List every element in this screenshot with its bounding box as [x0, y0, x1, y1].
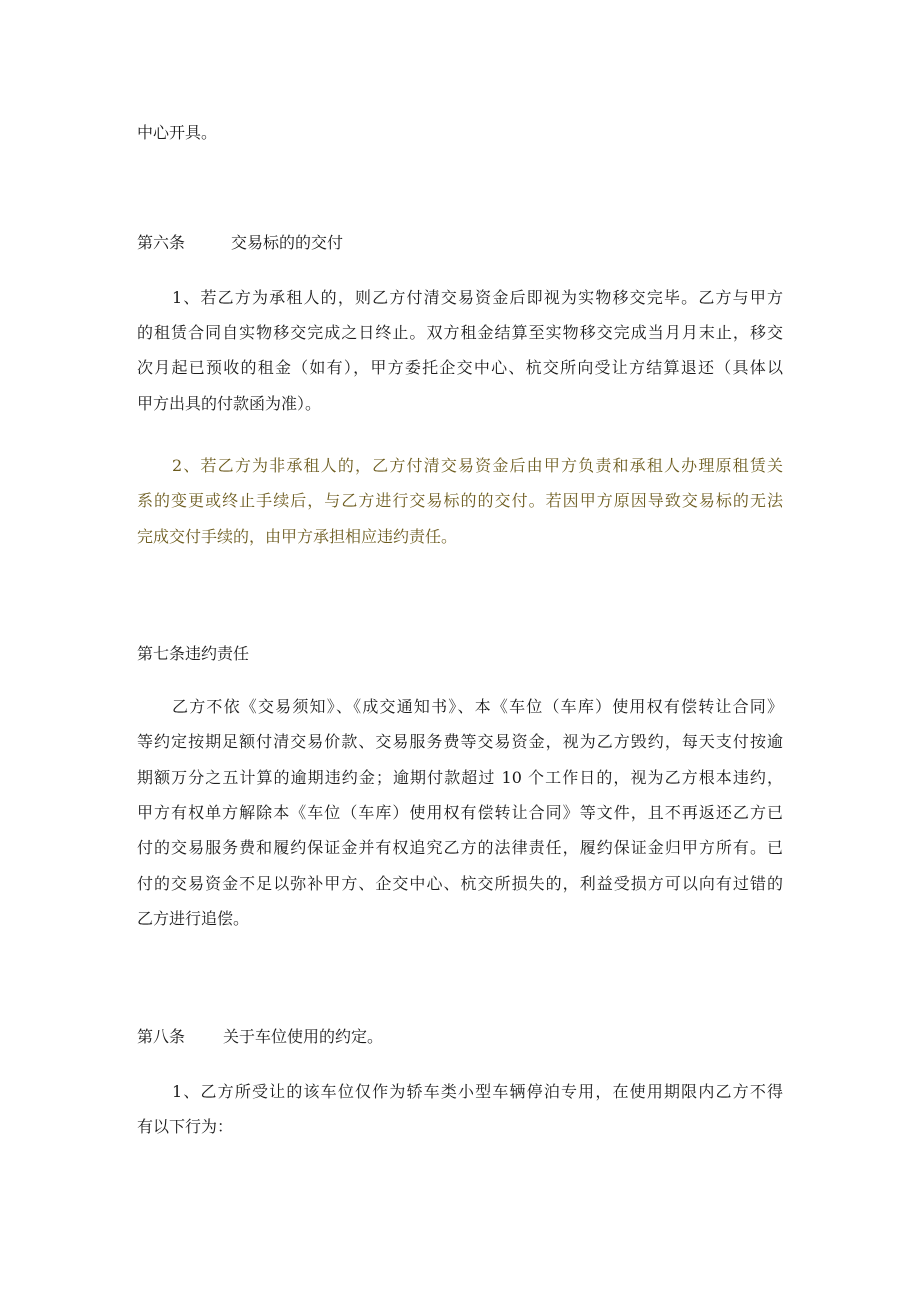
paragraph-line: 系的变更或终止手续后，与乙方进行交易标的的交付。若因甲方原因导致交易标的无法: [137, 491, 783, 510]
paragraph-line: 乙方不依《交易须知》、《成交通知书》、本《车位（车库）使用权有偿转让合同》: [172, 697, 783, 716]
article-6-number: 第六条: [137, 233, 186, 252]
article-8-number: 第八条: [137, 1027, 186, 1046]
paragraph-line: 有以下行为：: [137, 1117, 234, 1136]
paragraph-line: 2、若乙方为非承租人的，乙方付清交易资金后由甲方负责和承租人办理原租赁关: [172, 456, 783, 475]
paragraph-line: 付的交易服务费和履约保证金并有权追究乙方的法律责任，履约保证金归甲方所有。已: [137, 838, 783, 857]
paragraph-line: 1、若乙方为承租人的，则乙方付清交易资金后即视为实物移交完毕。乙方与甲方: [172, 288, 783, 307]
article-6-heading: [137, 233, 343, 253]
article-7-heading: 第七条违约责任: [137, 644, 250, 663]
paragraph-line: 等约定按期足额付清交易价款、交易服务费等交易资金，视为乙方毁约，每天支付按逾: [137, 732, 783, 751]
paragraph-line: 完成交付手续的，由甲方承担相应违约责任。: [137, 527, 458, 546]
paragraph-line: 中心开具。: [137, 123, 218, 142]
paragraph-line: 1、乙方所受让的该车位仅作为轿车类小型车辆停泊专用，在使用期限内乙方不得: [172, 1082, 783, 1101]
paragraph-line: 次月起已预收的租金（如有），甲方委托企交中心、杭交所向受让方结算退还（具体以: [137, 358, 783, 377]
article-6-title: 交易标的的交付: [231, 233, 344, 252]
paragraph-line: 乙方进行追偿。: [137, 909, 250, 928]
article-8-heading: [137, 1027, 383, 1047]
paragraph-line: 付的交易资金不足以弥补甲方、企交中心、杭交所损失的，利益受损方可以向有过错的: [137, 874, 783, 893]
paragraph-line: 甲方有权单方解除本《车位（车库）使用权有偿转让合同》等文件，且不再返还乙方已: [137, 803, 783, 822]
paragraph-line: 期额万分之五计算的逾期违约金；逾期付款超过 10 个工作日的，视为乙方根本违约，: [137, 768, 783, 787]
paragraph-line: 的租赁合同自实物移交完成之日终止。双方租金结算至实物移交完成当月月末止，移交: [137, 323, 783, 342]
paragraph-line: 甲方出具的付款函为准）。: [137, 394, 322, 413]
article-8-title: 关于车位使用的约定。: [223, 1027, 384, 1046]
